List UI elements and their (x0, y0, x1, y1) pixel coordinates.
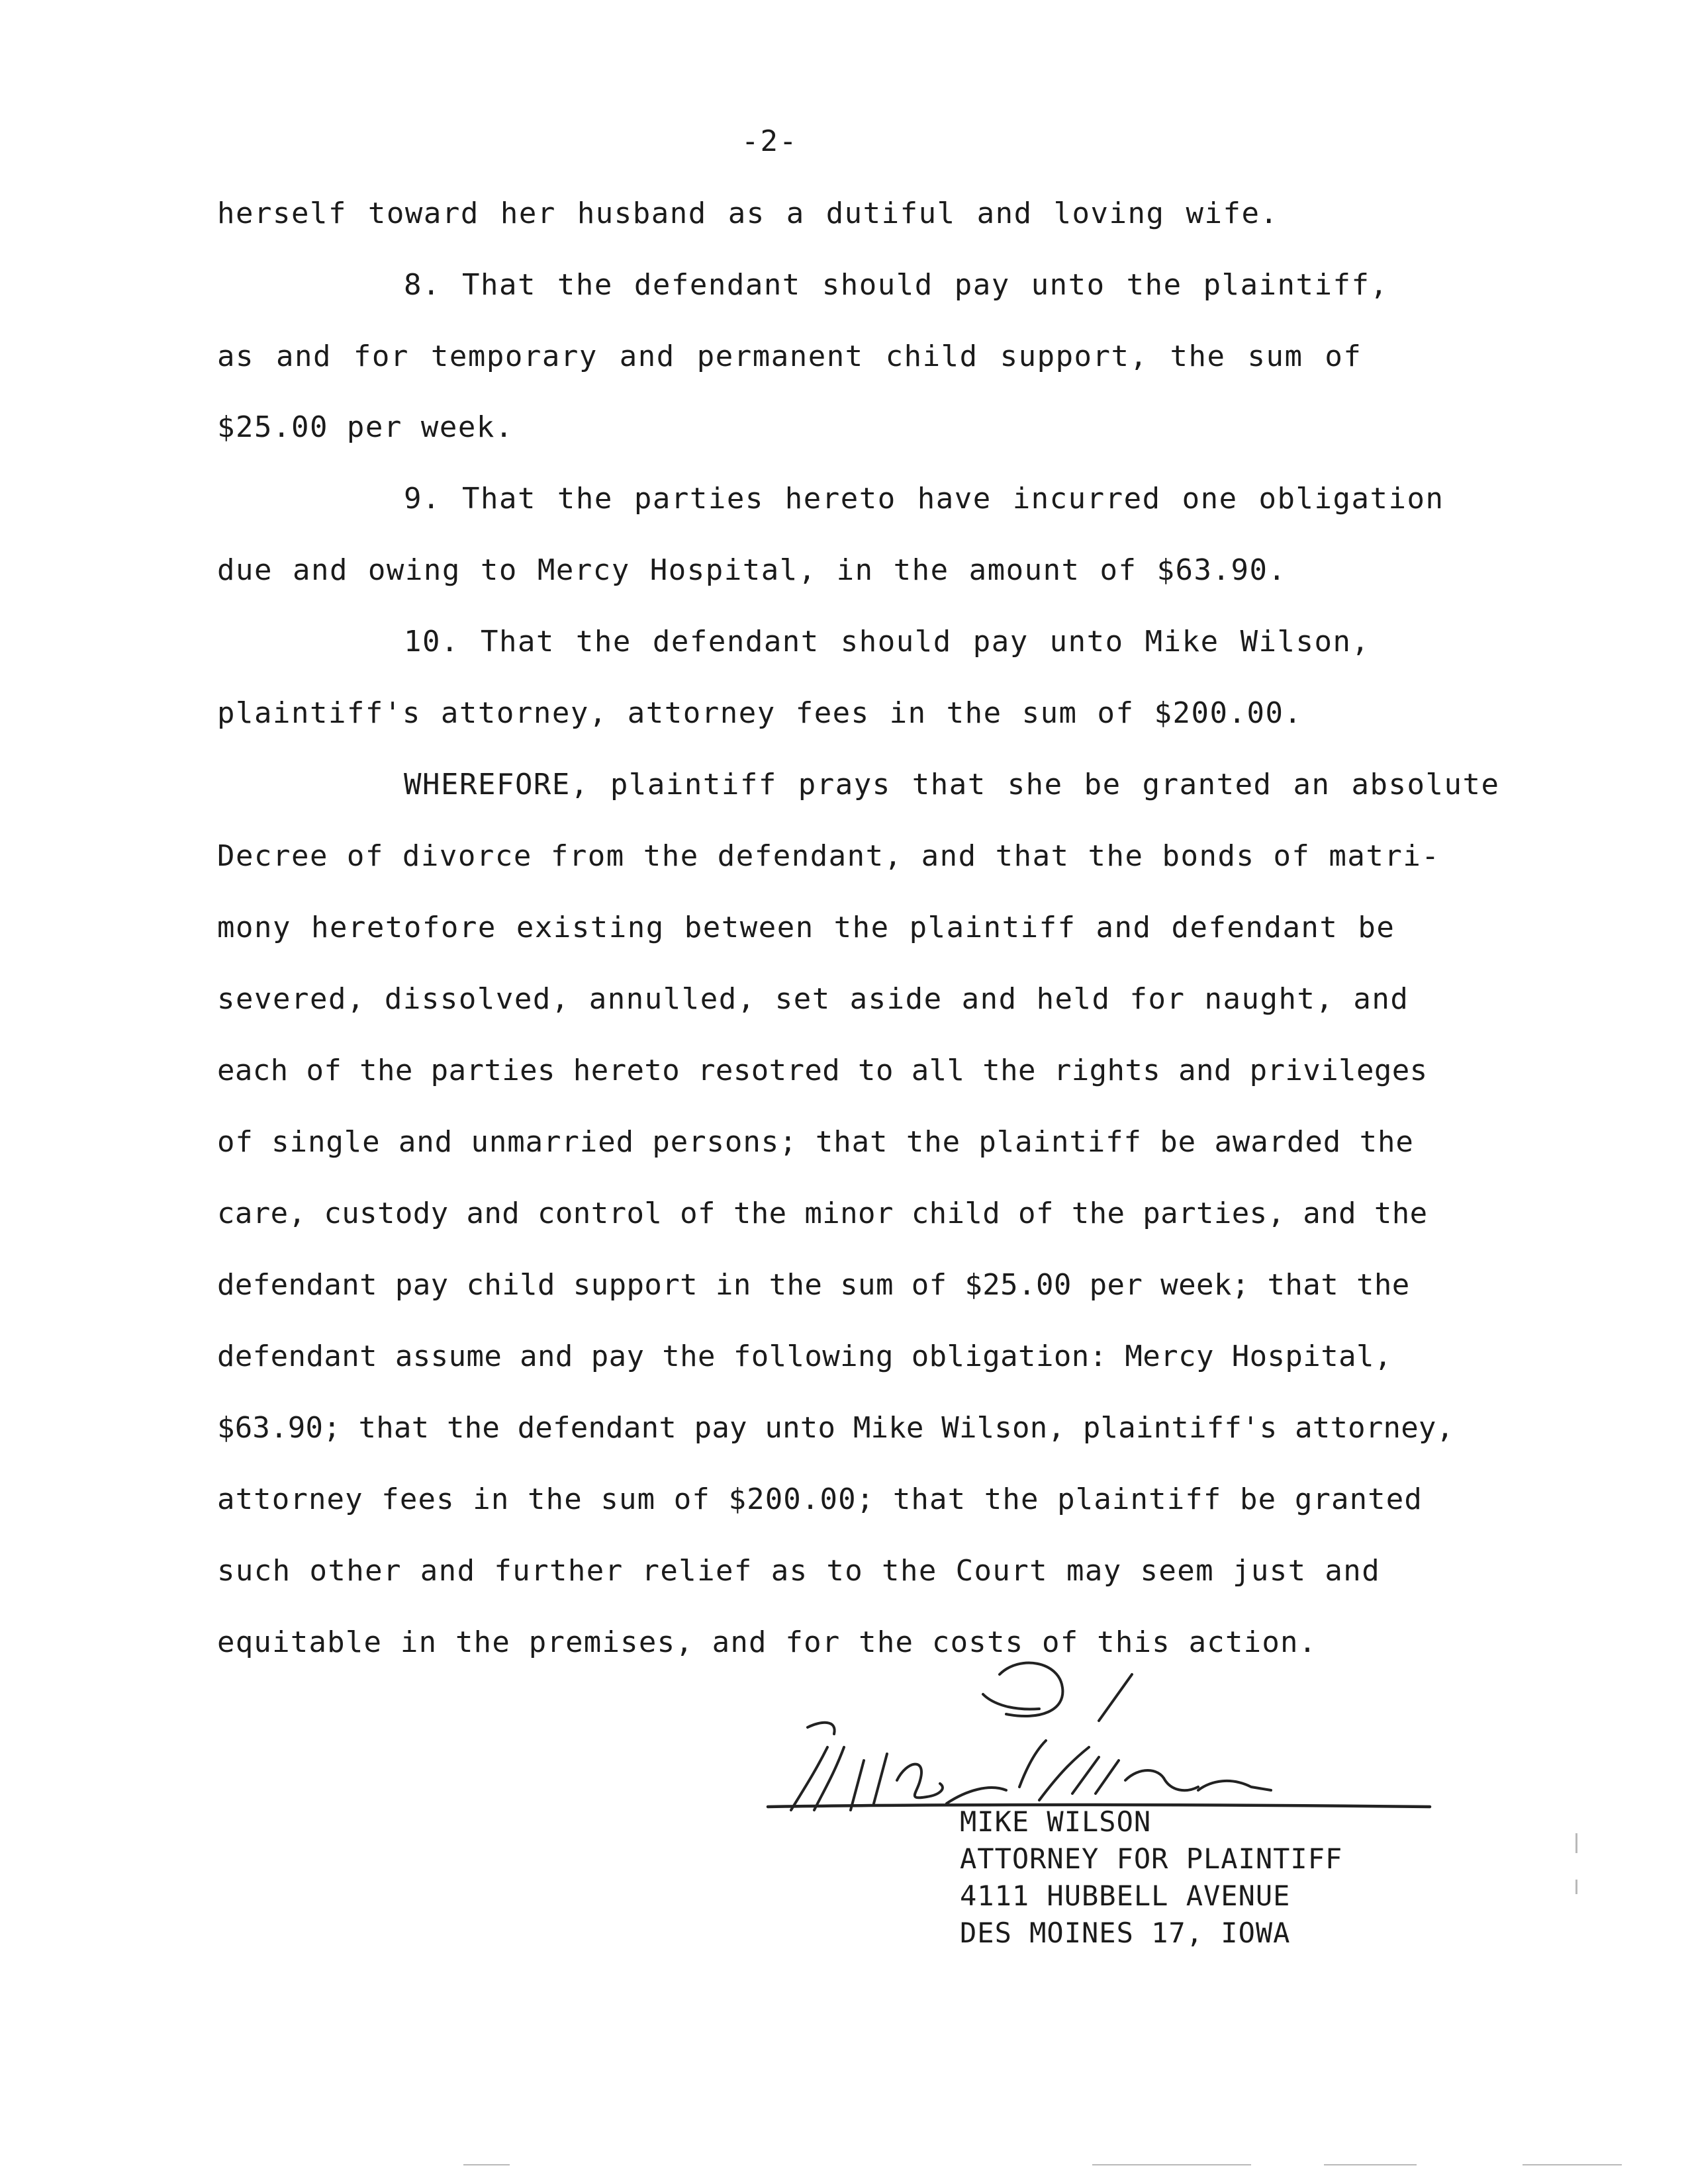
scan-speck (1324, 2164, 1417, 2165)
body-line: of single and unmarried persons; that the plaintiff be awarded the (217, 1125, 1414, 1159)
wherefore-line: WHEREFORE, plaintiff prays that she be granted an absolute (404, 768, 1500, 801)
signature-block (960, 1803, 1342, 1952)
body-line: severed, dissolved, annulled, set aside and held for naught, and (217, 982, 1409, 1016)
body-line: equitable in the premises, and for the costs of this action. (217, 1625, 1317, 1659)
body-line: care, custody and control of the minor child of the parties, and the (217, 1197, 1428, 1230)
body-line: such other and further relief as to the Court may seem just and (217, 1554, 1381, 1588)
body-line: mony heretofore existing between the plaintiff and defendant be (217, 911, 1395, 944)
body-line: Decree of divorce from the defendant, and that the bonds of matri- (217, 839, 1440, 873)
body-line: $25.00 per week. (217, 410, 514, 444)
body-line: herself toward her husband as a dutiful and loving wife. (217, 197, 1279, 230)
attorney-address-line1: 4111 HUBBELL AVENUE (960, 1880, 1291, 1912)
scan-speck (1092, 2164, 1251, 2165)
attorney-address-line2: DES MOINES 17, IOWA (960, 1917, 1291, 1949)
body-line: plaintiff's attorney, attorney fees in the sum of $200.00. (217, 696, 1303, 730)
attorney-name: MIKE WILSON (960, 1805, 1152, 1838)
paragraph-9-line: 9. That the parties hereto have incurred one obligation (404, 482, 1444, 516)
body-line: as and for temporary and permanent child support, the sum of (217, 340, 1362, 373)
scan-speck (463, 2164, 510, 2165)
body-line: due and owing to Mercy Hospital, in the amount of $63.90. (217, 553, 1287, 587)
paragraph-10-line: 10. That the defendant should pay unto Mike Wilson, (404, 625, 1370, 659)
body-line: each of the parties hereto resotred to all the rights and privileges (217, 1054, 1428, 1087)
body-line: attorney fees in the sum of $200.00; that the plaintiff be granted (217, 1482, 1423, 1516)
body-line: defendant assume and pay the following obligation: Mercy Hospital, (217, 1340, 1392, 1373)
paragraph-8-line: 8. That the defendant should pay unto the plaintiff, (404, 268, 1389, 302)
handwritten-signature (728, 1648, 1463, 1820)
scan-speck (1575, 1880, 1577, 1894)
body-line: $63.90; that the defendant pay unto Mike Wilson, plaintiff's attorney, (217, 1411, 1454, 1445)
body-line: defendant pay child support in the sum of $25.00 per week; that the (217, 1268, 1410, 1302)
page-number: -2- (741, 124, 798, 158)
attorney-title: ATTORNEY FOR PLAINTIFF (960, 1843, 1343, 1875)
scan-speck (1523, 2164, 1622, 2165)
scan-speck (1575, 1833, 1577, 1853)
